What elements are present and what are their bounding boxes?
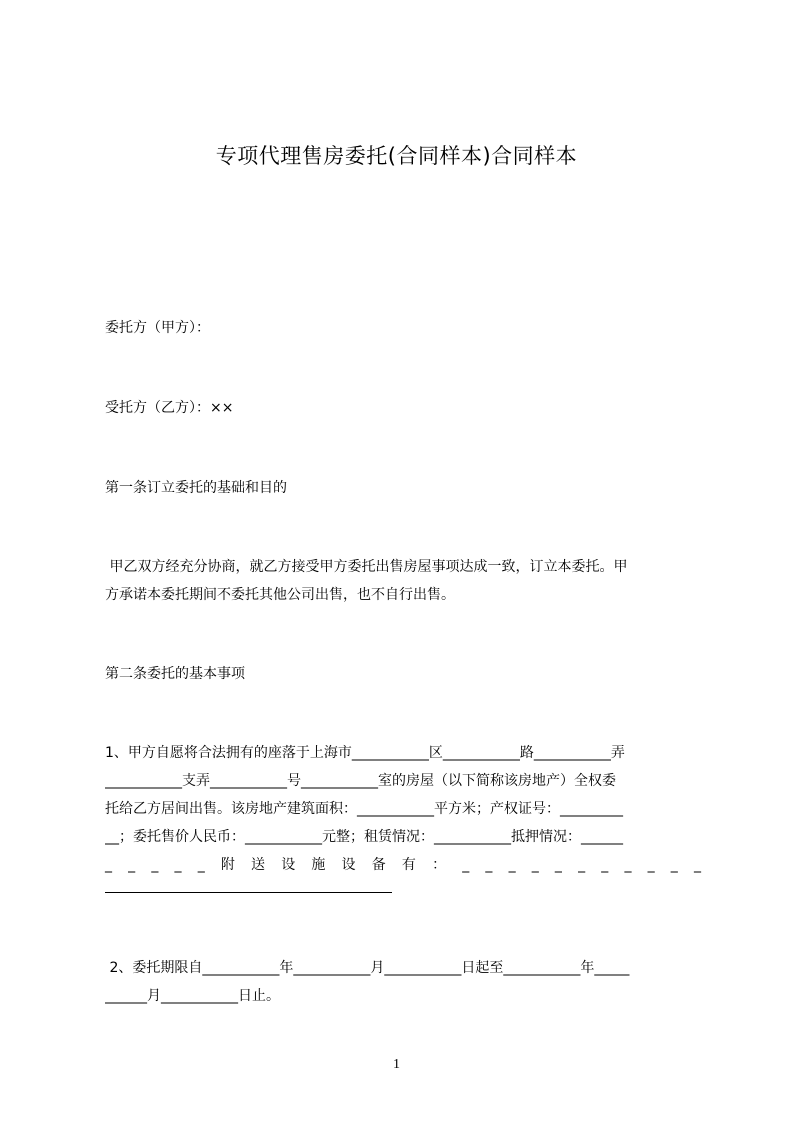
spaced-char: 有 bbox=[401, 857, 416, 873]
spaced-char: _ bbox=[151, 857, 159, 873]
spaced-char: _ bbox=[508, 857, 516, 873]
spaced-char: 设 bbox=[341, 857, 356, 873]
spaced-char: _ bbox=[174, 857, 182, 873]
spaced-char: _ bbox=[578, 857, 586, 873]
blank-fill-line bbox=[105, 892, 392, 893]
spaced-char: 送 bbox=[251, 857, 266, 873]
document-title: 专项代理售房委托(合同样本)合同样本 bbox=[215, 144, 578, 168]
article-2-item-2 bbox=[105, 954, 701, 1010]
article-1-body-line: 方承诺本委托期间不委托其他公司出售，也不自行出售。 bbox=[105, 587, 455, 603]
spaced-char: _ bbox=[647, 857, 655, 873]
spaced-char: _ bbox=[554, 857, 562, 873]
spaced-char: _ bbox=[531, 857, 539, 873]
page-number: 1 bbox=[393, 1057, 400, 1072]
article-1-body bbox=[105, 553, 701, 609]
article-1-heading: 第一条订立委托的基础和目的 bbox=[105, 480, 287, 496]
item-2-line: 2、委托期限自___________年___________月___________日起至___________年_____ bbox=[105, 960, 630, 976]
party-b-label: 受托方（乙方）：×× bbox=[105, 400, 234, 416]
item-1-attached-facilities-line bbox=[105, 851, 701, 879]
spaced-char: _ bbox=[485, 857, 493, 873]
spaced-char: _ bbox=[670, 857, 678, 873]
spaced-char: _ bbox=[105, 857, 112, 873]
item-1-line: 托给乙方居间出售。该房地产建筑面积：___________平方米；产权证号：_________ bbox=[105, 801, 623, 817]
spaced-char: _ bbox=[197, 857, 205, 873]
item-1-line: __；委托售价人民币：___________元整；租赁情况：___________抵押情况：______ bbox=[105, 829, 623, 845]
spaced-char: ： bbox=[432, 857, 447, 873]
article-2-item-1 bbox=[105, 739, 701, 879]
item-1-line: ___________支弄___________号___________室的房屋（以下简称该房地产）全权委 bbox=[105, 773, 616, 789]
article-1-body-line: 甲乙双方经充分协商，就乙方接受甲方委托出售房屋事项达成一致，订立本委托。甲 bbox=[105, 559, 628, 575]
article-2-heading: 第二条委托的基本事项 bbox=[105, 666, 245, 682]
spaced-char: _ bbox=[128, 857, 136, 873]
spaced-char: 设 bbox=[281, 857, 296, 873]
spaced-char: 备 bbox=[371, 857, 386, 873]
spaced-char: 施 bbox=[311, 857, 326, 873]
spaced-char: _ bbox=[624, 857, 632, 873]
spaced-char: _ bbox=[693, 857, 701, 873]
spaced-char: 附 bbox=[220, 857, 235, 873]
item-1-line: 1、甲方自愿将合法拥有的座落于上海市___________区___________路___________弄 bbox=[105, 745, 625, 761]
party-a-label: 委托方（甲方）： bbox=[105, 320, 210, 336]
spaced-char: _ bbox=[462, 857, 470, 873]
spaced-char: _ bbox=[601, 857, 609, 873]
item-2-line: ______月___________日止。 bbox=[105, 988, 280, 1004]
